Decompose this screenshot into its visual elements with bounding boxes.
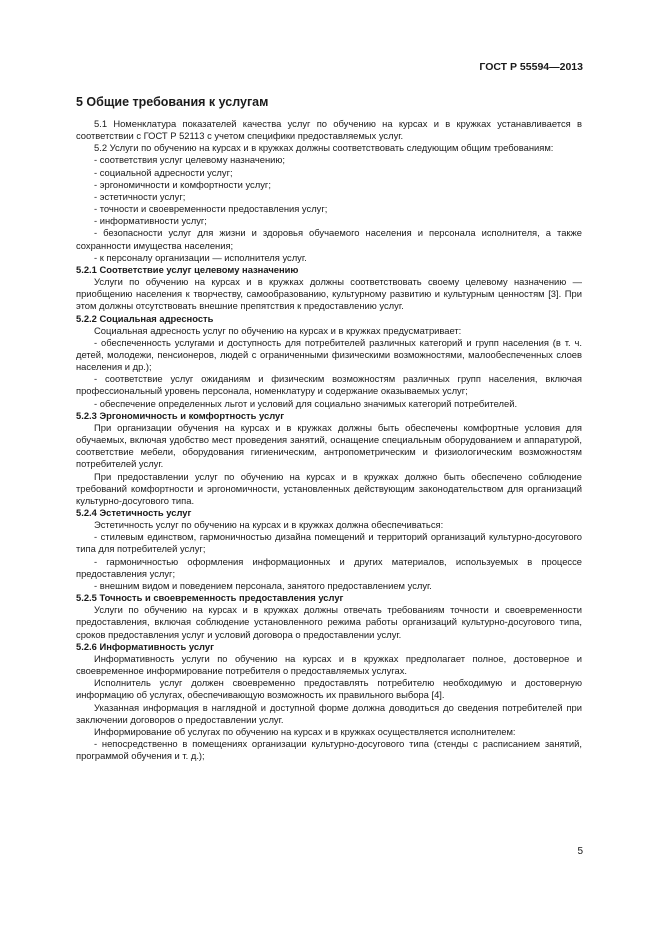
paragraph: При предоставлении услуг по обучению на курсах и в кружках должно быть обеспечено соблюдение требований комфортности и эргономичности, установленных действующим законодательством для организаций культурно-досугового типа. [76,470,582,506]
paragraph: Эстетичность услуг по обучению на курсах и в кружках должна обеспечиваться: [94,519,444,531]
paragraph: Социальная адресность услуг по обучению на курсах и в кружках предусматривает: [94,324,462,336]
paragraph: - безопасности услуг для жизни и здоровья обучаемого населения и персонала исполнителя, а также сохранности имущества населения; [76,227,582,251]
paragraph: - эстетичности услуг; [94,190,186,202]
section-body [76,118,582,762]
paragraph: - информативности услуг; [94,215,207,227]
subsection-heading: 5.2.4 Эстетичность услуг [76,507,192,518]
paragraph: - обеспечение определенных льгот и условий для социально значимых категорий потребителей. [94,397,518,409]
paragraph: - соответствие услуг ожиданиям и физическим возможностям различных групп населения, включая профессиональный уровень персонала, номенклатуру и содержание оказываемых услуг; [76,373,582,397]
paragraph: - стилевым единством, гармоничностью дизайна помещений и территорий организаций культурно-досугового типа для потребителей услуг; [76,531,582,555]
subsection-heading: 5.2.5 Точность и своевременность предоставления услуг [76,592,344,604]
paragraph: - социальной адресности услуг; [94,166,233,178]
paragraph: - обеспеченность услугами и доступность для потребителей различных категорий и групп населения (в т. ч. детей, молодежи, пенсионеров, людей с ограниченными физическими возможностями, малообеспеченных слоев населения и др.); [76,336,582,373]
paragraph: Информирование об услугах по обучению на курсах и в кружках осуществляется исполнителем: [94,725,516,737]
paragraph: Указанная информация в наглядной и доступной форме должна доводиться до сведения потребителей при заключении договоров о предоставлении услуг. [76,701,582,725]
subsection-heading: 5.2.2 Социальная адресность [76,312,214,324]
subsection-heading: 5.2.3 Эргономичность и комфортность услуг [76,409,285,421]
paragraph: - точности и своевременности предоставления услуг; [94,203,328,215]
paragraph: - непосредственно в помещениях организации культурно-досугового типа (стенды с расписанием занятий, программой обучения и т. д.); [76,737,582,762]
paragraph: 5.1 Номенклатура показателей качества услуг по обучению на курсах и в кружках устанавливается в соответствии с ГОСТ Р 52113 с учетом специфики предоставляемых услуг. [76,118,582,142]
paragraph: - соответствия услуг целевому назначению; [94,154,286,166]
paragraph: Услуги по обучению на курсах и в кружках должны соответствовать своему целевому назначению — приобщению населения к творчеству, самообразованию, культурному развитию и культурным ценностям [3]. При этом должны отсутствовать внешние препятствия к предоставлению услуг. [76,276,582,312]
paragraph: - эргономичности и комфортности услуг; [94,178,271,190]
paragraph: Исполнитель услуг должен своевременно предоставлять потребителю необходимую и достоверную информацию об услугах, обеспечивающую возможность их правильного выбора [4]. [76,677,582,701]
standard-number: ГОСТ Р 55594—2013 [479,61,583,73]
paragraph: При организации обучения на курсах и в кружках должны быть обеспечены комфортные условия для обучаемых, включая удобство мест проведения занятий, оснащение специальным оборудованием и аппаратурой, соответствие мебели, оборудования гигиеническим, антропометрическим и физиологическим возможностям потребителей услуг. [76,421,582,470]
paragraph: 5.2 Услуги по обучению на курсах и в кружках должны соответствовать следующим общим требованиям: [94,142,554,154]
paragraph: Услуги по обучению на курсах и в кружках должны отвечать требованиям точности и своевременности предоставления, включая соблюдение установленного режима работы организаций культурно-досугового типа, сроков предоставления услуг и условий договора о предоставлении услуг. [76,604,582,640]
subsection-heading: 5.2.1 Соответствие услуг целевому назначению [76,263,299,275]
page-number: 5 [577,846,583,857]
subsection-heading: 5.2.6 Информативность услуг [76,640,214,652]
paragraph: - к персоналу организации — исполнителя услуг. [94,251,307,263]
paragraph: - гармоничностью оформления информационных и других материалов, используемых в процессе предоставления услуг; [76,555,582,579]
paragraph: Информативность услуги по обучению на курсах и в кружках предполагает полное, достоверное и своевременное информирование потребителя о предоставляемых услугах. [76,652,582,677]
section-title: 5 Общие требования к услугам [76,95,269,109]
paragraph: - внешним видом и поведением персонала, занятого предоставлением услуг. [94,579,432,591]
